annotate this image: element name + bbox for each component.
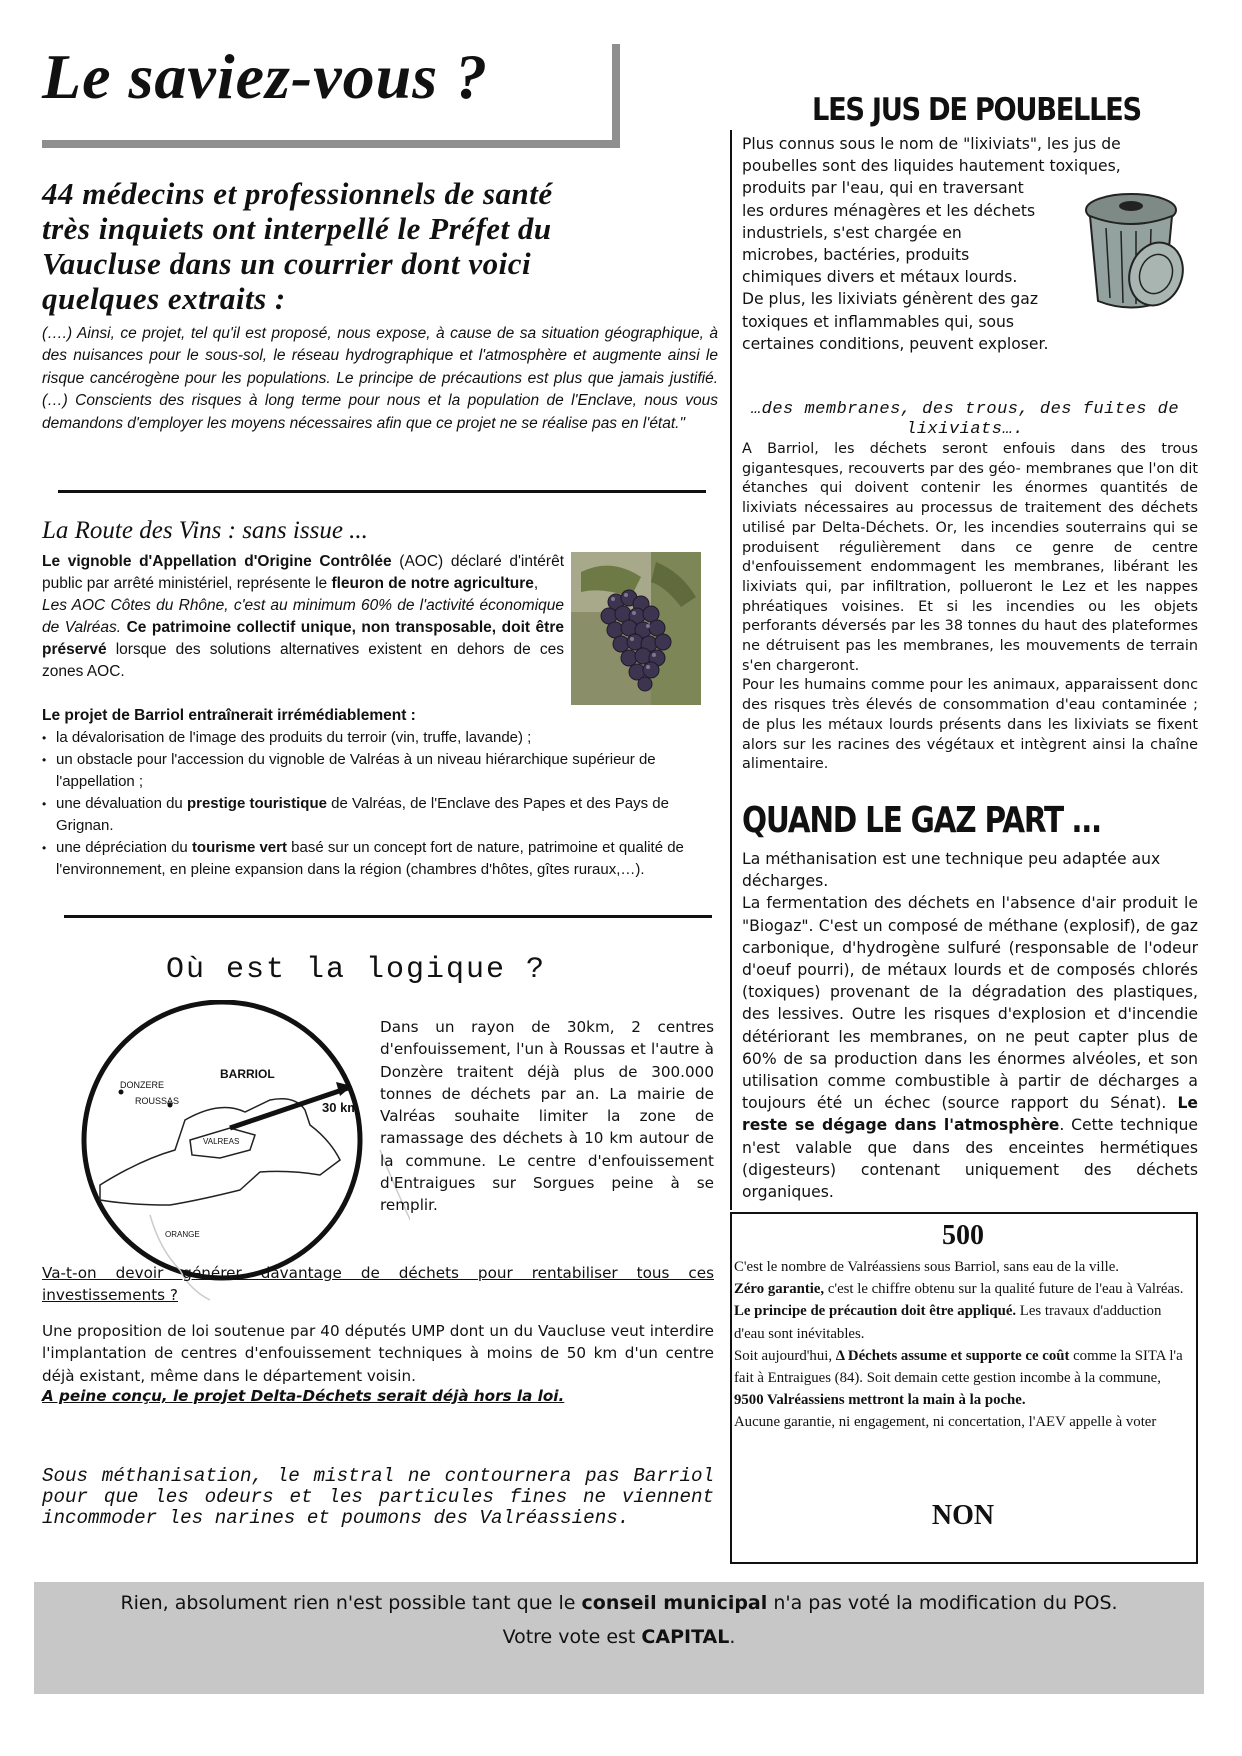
jus-line: produits par l'eau, qui en traversant (742, 179, 1024, 198)
gaz-paragraph (742, 848, 1198, 1203)
gaz-intro: La méthanisation est une technique peu adaptée aux décharges. (742, 850, 1161, 891)
map-label-donzere: DONZERE (120, 1080, 165, 1090)
intro-heading-line: quelques extraits : (42, 281, 286, 316)
membranes-text-2: Pour les humains comme pour les animaux, apparaissent donc des risques très élevés de consommation d'eau contaminée ; de plus les métaux lourds présents dans les lixiviats se fixent alors sur les racines des végétaux et intègrent ainsi la chaîne alimentaire. (742, 677, 1198, 773)
stat-line (734, 1345, 1192, 1389)
footer-line (34, 1592, 1204, 1614)
footer-text: . (729, 1626, 736, 1648)
jus-line: les ordures ménagères et les déchets (742, 201, 1036, 220)
logique-conclusion: A peine conçu, le projet Delta-Déchets serait déjà hors la loi. (42, 1387, 565, 1405)
footer-text: Votre vote est (502, 1626, 642, 1648)
stat-text: Soit aujourd'hui, (734, 1347, 836, 1364)
logique-question: Va-t-on devoir générer davantage de déchets pour rentabiliser tous ces investissements ? (42, 1264, 714, 1304)
jus-line: industriels, s'est chargée en (742, 223, 962, 242)
gaz-body-bold: Le reste se dégage dans l'atmosphère (742, 1094, 1198, 1135)
jus-line: chimiques divers et métaux lourds. (742, 268, 1018, 287)
route-bullet-list (42, 727, 714, 881)
route-title: La Route des Vins : sans issue ... (42, 517, 368, 544)
gaz-body (742, 892, 1198, 1203)
stat-bold: Le principe de précaution doit être appliqué. (734, 1303, 1017, 1320)
stat-line (734, 1278, 1192, 1300)
list-item: • la dévalorisation de l'image des produits du terroir (vin, truffe, lavande) ; (42, 727, 714, 749)
footer-line (34, 1626, 1204, 1648)
gaz-title: QUAND LE GAZ PART … (742, 800, 1101, 841)
bullet-bold: prestige touristique (186, 795, 327, 812)
intro-heading-line: très inquiets ont interpellé le Préfet du (42, 211, 552, 246)
map-label-roussas: ROUSSAS (135, 1096, 180, 1106)
gaz-body-end: . Cette technique n'est valable que dans des enceintes hermétiques (digesteurs) contenant uniquement des déchets organiques. (742, 1116, 1199, 1202)
stat-number: 500 (942, 1220, 984, 1251)
jus-line: certaines conditions, peuvent exploser. (742, 334, 1049, 353)
jus-line: poubelles sont des liquides hautement toxiques, (742, 157, 1121, 176)
stat-bold: Zéro garantie, (734, 1281, 825, 1298)
intro-heading (42, 176, 718, 316)
list-item: • un obstacle pour l'accession du vignoble de Valréas à un niveau hiérarchique supérieur de l'appellation ; (42, 749, 714, 793)
footer-bold: CAPITAL (641, 1626, 730, 1648)
stat-box-text (734, 1256, 1192, 1434)
route-punct: , (533, 575, 539, 592)
footer-text: Rien, absolument rien n'est possible tant que le (120, 1592, 582, 1614)
jus-line: De plus, les lixiviats génèrent des gaz (742, 290, 1039, 309)
bullet-text: basé sur un concept fort de nature, patrimoine et qualité de l'environnement, en pleine expansion dans la région (chambres d'hôtes, gîtes ruraux,…). (56, 839, 684, 878)
jus-line: toxiques et inflammables qui, sous (742, 312, 1014, 331)
route-aoc-text: (AOC) déclaré d'intérêt public par arrêté ministériel, représente le (42, 553, 564, 592)
membranes-quote: …des membranes, des trous, des fuites de lixiviats…. (750, 400, 1180, 439)
route-paragraph (42, 551, 564, 683)
stat-line: C'est le nombre de Valréassiens sous Barriol, sans eau de la ville. (734, 1259, 1119, 1275)
map-label-orange: ORANGE (165, 1230, 200, 1239)
logique-proposition: Une proposition de loi soutenue par 40 députés UMP dont un du Vaucluse veut interdire l'implantation de centres d'enfouissement techniques à moins de 50 km d'un centre déjà existant, même dans le département voisin. (42, 1322, 714, 1385)
route-patrimoine-bold: Ce patrimoine collectif unique, non transposable, doit être préservé (42, 619, 564, 658)
route-alternatives-text: lorsque des solutions alternatives existent en dehors de ces zones AOC. (42, 641, 564, 680)
jus-line: microbes, bactéries, produits (742, 246, 970, 265)
footer-bold: conseil municipal (581, 1592, 768, 1614)
jus-title: LES JUS DE POUBELLES (812, 92, 1141, 128)
logique-paragraph: Dans un rayon de 30km, 2 centres d'enfouissement, l'un à Roussas et l'autre à Donzère traitent déjà plus de 300.000 tonnes de déchets par an. La mairie de Valréas souhaite limiter la zone de ramassage des déchets à 10 km autour de la commune. Le centre d'enfouissement d'Entraigues sur Sorgues peine à se remplir. (380, 1018, 714, 1215)
intro-heading-line: Vaucluse dans un courrier dont voici (42, 246, 532, 281)
intro-quote: (….) Ainsi, ce projet, tel qu'il est proposé, nous expose, à cause de sa situation géographique, à des nuisances pour le sous-sol, le réseau hydrographique et l'atmosphère et augmente ainsi le risque cancérogène pour les populations. Le principe de précautions est plus que jamais justifié. (…) Conscients des risques à long terme pour nous et la population de l'Enclave, nous vous demandons d'employer les moyens nécessaires afin que ce projet ne se réalise pas en l'état." (42, 325, 718, 432)
route-bullets-intro: Le projet de Barriol entraînerait irrémédiablement : (42, 707, 416, 724)
column-divider (730, 130, 732, 1210)
stat-line (734, 1389, 1192, 1411)
footer-text: n'a pas voté la modification du POS. (767, 1592, 1118, 1614)
membranes-text-1: A Barriol, les déchets seront enfouis dans des trous gigantesques, recouverts par des géo- membranes que l'on dit étanches qui doivent contenir les énormes quantités de lixiviats nécessaires au processus de traitement des déchets utilisé par Delta-Déchets. Or, les incendies souterrains qui se produisent régulièrement dans ce genre de centre d'enfouissement endommagent les membranes, libérant les lixiviats qui, par infiltration, pollueront le Lez et les nappes phréatiques voisines. Et si les incendies ou les objets perforants déversés par les 38 tonnes du haut des plateformes ne détruisent pas les membranes, les mouvements de terrain s'en chargeront. (742, 441, 1198, 674)
mistral-paragraph: Sous méthanisation, le mistral ne contournera pas Barriol pour que les odeurs et les particules fines ne viennent incommoder les narines et poumons des Valréassiens. (42, 1465, 714, 1529)
stat-bold: 9500 Valréassiens mettront la main à la poche. (734, 1392, 1026, 1409)
route-cotes-text: Les AOC Côtes du Rhône, c'est au minimum 60% de l'activité économique de Valréas. (42, 597, 564, 636)
stat-bold: Δ Déchets assume et supporte ce coût (835, 1347, 1070, 1364)
gaz-body-text: La fermentation des déchets en l'absence d'air produit le "Biogaz". C'est un composé de méthane (explosif), de gaz carbonique, d'hydrogène sulfuré (responsable de l'odeur d'oeuf pourri), de métaux lourds et de composés chlorés (toxiques) provenant de la dégradation des plastiques, des lessives. Outre les risques d'explosion et d'incendie détériorant les membranes, on ne peut capter plus de 60% de sa production dans les énormes alvéoles, et son utilisation comme combustible à partir de décharges a toujours été un échec (source rapport du Sénat). (742, 894, 1198, 1113)
map-label-distance: 30 km (322, 1100, 359, 1115)
membranes-paragraph (742, 440, 1198, 775)
route-aoc-bold: Le vignoble d'Appellation d'Origine Contrôlée (42, 553, 392, 570)
jus-line: Plus connus sous le nom de "lixiviats", les jus de (742, 135, 1121, 153)
stat-text: Les travaux d'adduction d'eau sont inévitables. (734, 1303, 1162, 1342)
divider (58, 490, 706, 493)
jus-paragraph (742, 133, 1152, 355)
intro-heading-line: 44 médecins et professionnels de santé (42, 176, 553, 211)
stat-line: Aucune garantie, ni engagement, ni concertation, l'AEV appelle à voter (734, 1414, 1157, 1431)
list-item (42, 793, 714, 837)
page-title: Le saviez-vous ? (42, 41, 489, 112)
bullet-text: une dévaluation du (56, 795, 187, 812)
stat-line (734, 1300, 1192, 1344)
grapes-photo (571, 552, 701, 705)
map-label-barriol: BARRIOL (220, 1067, 275, 1081)
logique-title: Où est la logique ? (166, 953, 547, 987)
bullet-text: de Valréas, de l'Enclave des Papes et des Pays de Grignan. (56, 795, 669, 834)
bullet-text: une dépréciation du (56, 839, 192, 856)
stat-text: comme la SITA l'a fait à Entraigues (84). Soit demain cette gestion incombe à la commune, (734, 1347, 1183, 1387)
vote-non: NON (931, 1500, 995, 1531)
bullet-bold: tourisme vert (191, 839, 287, 856)
divider (64, 915, 712, 918)
region-outline (100, 1099, 340, 1205)
stat-text: c'est le chiffre obtenu sur la qualité future de l'eau à Valréas. (824, 1281, 1184, 1298)
list-item (42, 837, 714, 881)
map-label-valreas: VALREAS (203, 1137, 240, 1146)
route-fleuron-bold: fleuron de notre agriculture (331, 575, 534, 592)
